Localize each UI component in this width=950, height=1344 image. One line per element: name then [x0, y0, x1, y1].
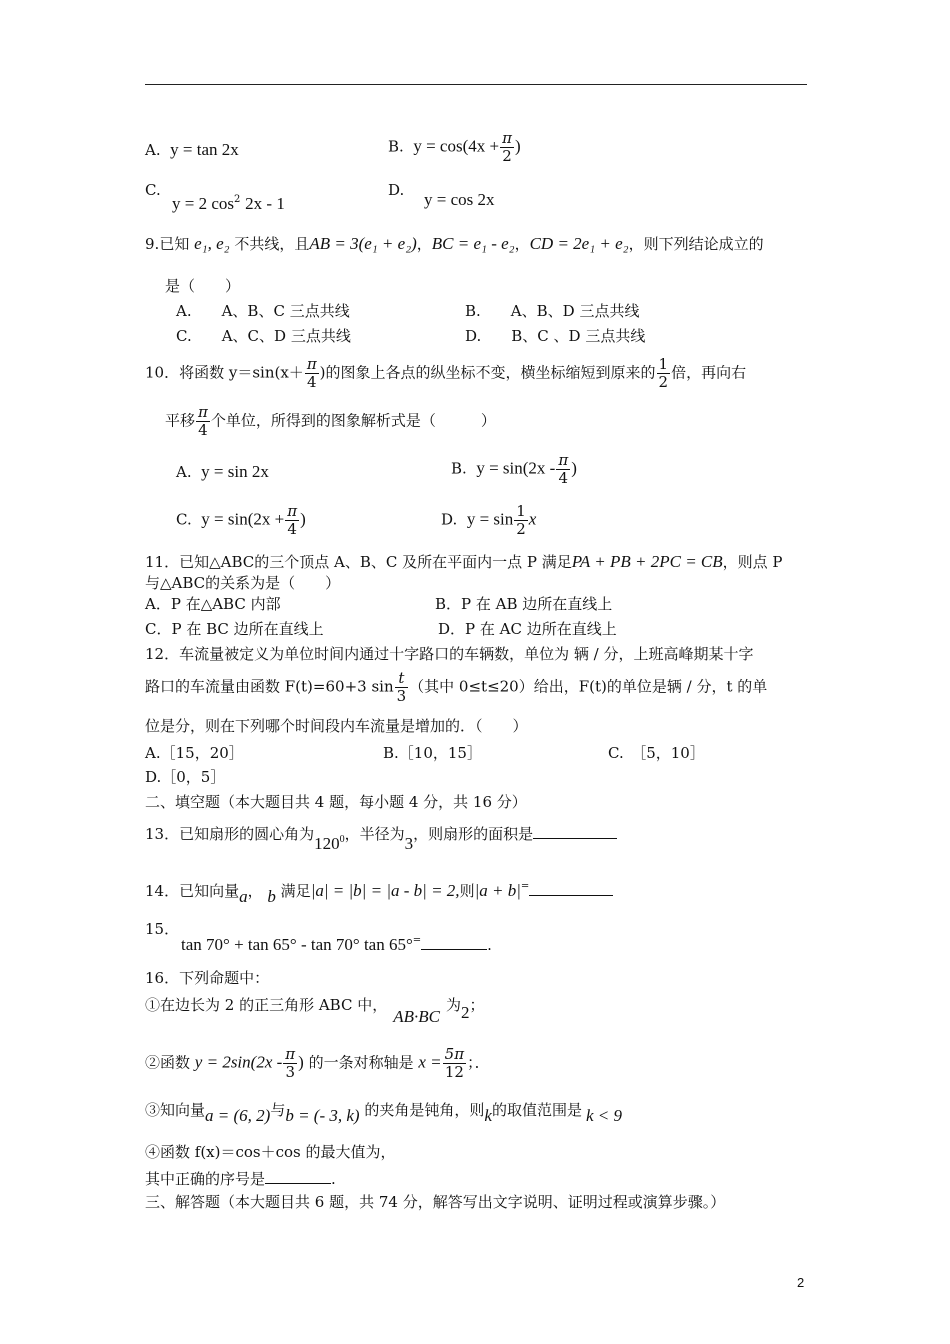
q15-expr: tan 70° + tan 65° - tan 70° tan 65°= . [181, 935, 492, 954]
q12-option-d: D.［0，5］ [145, 768, 226, 786]
header-rule [145, 84, 807, 85]
q12-stem-line2: 路口的车流量由函数 F(t)=60+3 sin $\frac{t}{3}$ （其中 0≤t≤20）给出，F(t)的单位是辆 / 分，t 的单 [145, 669, 768, 705]
q10-option-d: D. y = sin $\frac{1}{2}$ x [441, 502, 537, 538]
q11-stem: 11．已知△ABC的三个顶点 A、B、C 及所在平面内一点 P 满足PA + PB + 2PC = CB，则点 P [145, 552, 783, 571]
q10-option-c: C. y = sin(2x + $\frac{\pi}{4}$ ) [176, 502, 306, 538]
q16-proposition-3: ③知向量a = (6, 2)与b = (- 3, k) 的夹角是钝角，则k的取值范围是 k < 9 [145, 1101, 622, 1125]
q10-stem: 10．将函数 y＝sin(x＋ $\frac{\pi}{4}$ )的图象上各点的纵坐标不变，横坐标缩短到原来的 $\frac{1}{2}$ 倍，再向右 [145, 355, 747, 391]
q11-option-b: B．P 在 AB 边所在直线上 [435, 595, 613, 613]
q12-option-a: A.［15，20］ [145, 744, 244, 762]
q14-stem: 14．已知向量a， b 满足|a| = |b| = |a - b| = 2,则|a + b|= [145, 877, 613, 901]
q16-answer-blank[interactable] [265, 1167, 331, 1184]
q9-option-d: D. B、C 、D 三点共线 [465, 327, 646, 345]
q16-proposition-2: ②函数 y = 2sin(2x - $\frac{\pi}{3}$ ) 的一条对称轴是 x = $\frac{5\pi}{12}$ ；． [145, 1045, 490, 1081]
q8-option-a: A. y = tan 2x [145, 140, 239, 159]
q11-stem-line2: 与△ABC的关系为是（ ） [145, 574, 341, 592]
q10-option-a: A. y = sin 2x [176, 462, 269, 481]
q14-answer-blank[interactable] [529, 879, 613, 896]
q16-question: 其中正确的序号是 . [145, 1167, 336, 1189]
q10-stem-line2: 平移 $\frac{\pi}{4}$ 个单位，所得到的图象解析式是（ ） [165, 403, 496, 439]
q9-stem-line2: 是（ ） [165, 277, 241, 295]
q16-proposition-1: ①在边长为 2 的正三角形 ABC 中，AB·BC为2； [145, 996, 485, 1026]
q8-option-d-expr: y = cos 2x [424, 190, 495, 209]
q8-option-b: B. y = cos(4x + $\frac{\pi}{2}$ ) [388, 129, 521, 165]
q15-number: 15． [145, 920, 180, 938]
q11-option-d: D．P 在 AC 边所在直线上 [438, 620, 617, 638]
q8-option-d: D. [388, 181, 405, 199]
q9-option-b: B. A、B、D 三点共线 [465, 302, 640, 320]
q11-option-c: C．P 在 BC 边所在直线上 [145, 620, 324, 638]
q12-stem-line3: 位是分，则在下列哪个时间段内车流量是增加的．（ ） [145, 717, 528, 735]
page-number: 2 [797, 1275, 805, 1290]
q12-option-c: C. ［5，10］ [608, 744, 705, 762]
q16-title: 16．下列命题中： [145, 969, 270, 987]
q8-option-c-expr: y = 2 $\cos^2 2x - 1$ [172, 194, 285, 213]
q12-stem-line1: 12．车流量被定义为单位时间内通过十字路口的车辆数，单位为 辆 / 分，上班高峰期某十字 [145, 645, 754, 663]
q16-proposition-4: ④函数 f(x)＝cos＋cos 的最大值为， [145, 1143, 396, 1161]
q9-stem: 9.已知 e₁, e₂ 不共线，且AB = 3(e₁ + e₂)，BC = e₁ - e₂，CD = 2e₁ + e₂，则下列结论成立的 [145, 234, 764, 253]
q13-stem: 13．已知扇形的圆心角为$120^0$，半径为3，则扇形的面积是 [145, 820, 617, 844]
q12-option-b: B.［10，15］ [383, 744, 482, 762]
q9-option-c: C. A、C、D 三点共线 [176, 327, 351, 345]
section-3-title: 三、解答题（本大题目共 6 题，共 74 分，解答写出文字说明、证明过程或演算步骤。） [145, 1193, 726, 1211]
section-2-title: 二、填空题（本大题目共 4 题，每小题 4 分，共 16 分） [145, 793, 527, 811]
q15-answer-blank[interactable] [421, 933, 487, 950]
q10-option-b: B. y = sin(2x - $\frac{\pi}{4}$ ) [451, 451, 577, 487]
q9-option-a: A. A、B、C 三点共线 [176, 302, 350, 320]
q13-answer-blank[interactable] [533, 822, 617, 839]
q11-option-a: A．P 在△ABC 内部 [145, 595, 281, 613]
q8-option-c: C. [145, 181, 161, 199]
